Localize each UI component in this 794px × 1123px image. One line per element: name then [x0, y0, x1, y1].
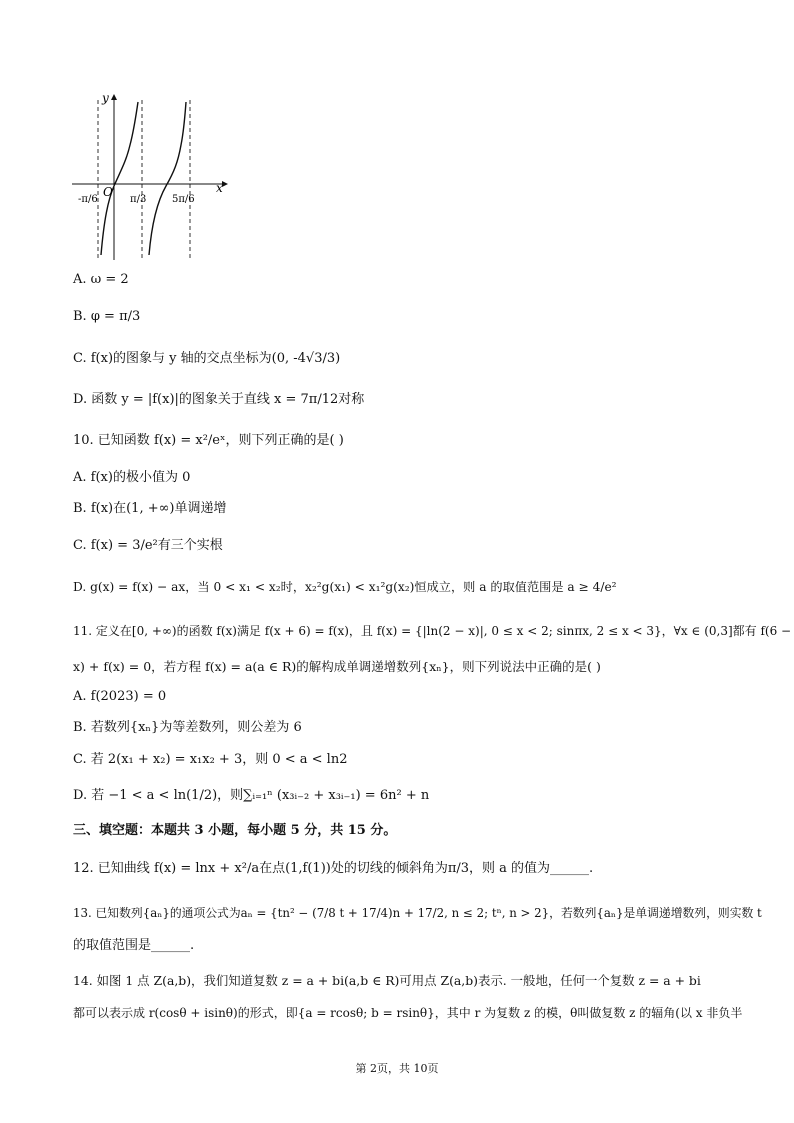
- q10-option-b: B. f(x)在(1, +∞)单调递增: [73, 501, 227, 516]
- q14-line2: 都可以表示成 r(cosθ + isinθ)的形式，即{a = rcosθ; b = rsinθ}，其中 r 为复数 z 的模，θ叫做复数 z 的辐角(以 x 非负半: [73, 1006, 743, 1020]
- y-axis-label: y: [102, 91, 109, 105]
- tangent-function-graph: [70, 90, 230, 262]
- q10-stem: 10. 已知函数 f(x) = x²/eˣ，则下列正确的是( ): [73, 433, 344, 448]
- y-axis-arrow: [111, 94, 117, 100]
- origin-label: O: [103, 185, 113, 199]
- curve-branch-1: [101, 102, 138, 255]
- q14-line1: 14. 如图 1 点 Z(a,b)，我们知道复数 z = a + bi(a,b ∈ R)可用点 Z(a,b)表示. 一般地，任何一个复数 z = a + bi: [73, 973, 701, 988]
- q10-option-a: A. f(x)的极小值为 0: [73, 470, 191, 485]
- q11-option-b: B. 若数列{xₙ}为等差数列，则公差为 6: [73, 720, 302, 735]
- q13-line2: 的取值范围是______.: [73, 938, 195, 953]
- q11-stem-line2: x) + f(x) = 0，若方程 f(x) = a(a ∈ R)的解构成单调递增数列{xₙ}，则下列说法中正确的是( ): [73, 659, 601, 674]
- page-footer: 第 2页，共 10页: [355, 1062, 439, 1075]
- q9-option-a: A. ω = 2: [73, 272, 129, 287]
- tick-neg-pi6: -π/6: [78, 194, 98, 205]
- x-axis-arrow: [222, 181, 228, 187]
- q11-option-d: D. 若 −1 < a < ln(1/2)，则∑ᵢ₌₁ⁿ (x₃ᵢ₋₂ + x₃ᵢ₋₁) = 6n² + n: [73, 788, 430, 803]
- q13-line1: 13. 已知数列{aₙ}的通项公式为aₙ = {tn² − (7/8 t + 17/4)n + 17/2, n ≤ 2; tⁿ, n > 2}，若数列{aₙ}是单调递增数列，则实数 t: [73, 906, 762, 920]
- q11-stem-line1: 11. 定义在[0, +∞)的函数 f(x)满足 f(x + 6) = f(x)，且 f(x) = {|ln(2 − x)|, 0 ≤ x < 2; sinπx, 2 ≤ x < 3}，∀x ∈ (0,3]都有 f(6 −: [73, 624, 792, 638]
- tick-pi3: π/3: [130, 194, 147, 205]
- q10-option-c: C. f(x) = 3/e²有三个实根: [73, 538, 223, 553]
- tick-5pi6: 5π/6: [172, 194, 195, 205]
- curve-branch-2: [149, 102, 186, 255]
- q11-option-a: A. f(2023) = 0: [73, 689, 167, 704]
- q12-text: 12. 已知曲线 f(x) = lnx + x²/a在点(1,f(1))处的切线的倾斜角为π/3，则 a 的值为______.: [73, 861, 594, 876]
- q9-option-c: C. f(x)的图象与 y 轴的交点坐标为(0, -4√3/3): [73, 351, 341, 366]
- section-3-heading: 三、填空题：本题共 3 小题，每小题 5 分，共 15 分。: [73, 823, 397, 838]
- q9-option-d: D. 函数 y = |f(x)|的图象关于直线 x = 7π/12对称: [73, 392, 365, 407]
- q9-option-b: B. φ = π/3: [73, 309, 141, 324]
- q11-option-c: C. 若 2(x₁ + x₂) = x₁x₂ + 3，则 0 < a < ln2: [73, 752, 348, 767]
- q10-option-d: D. g(x) = f(x) − ax，当 0 < x₁ < x₂时，x₂²g(x₁) < x₁²g(x₂)恒成立，则 a 的取值范围是 a ≥ 4/e²: [73, 580, 617, 594]
- x-axis-label: x: [216, 181, 223, 195]
